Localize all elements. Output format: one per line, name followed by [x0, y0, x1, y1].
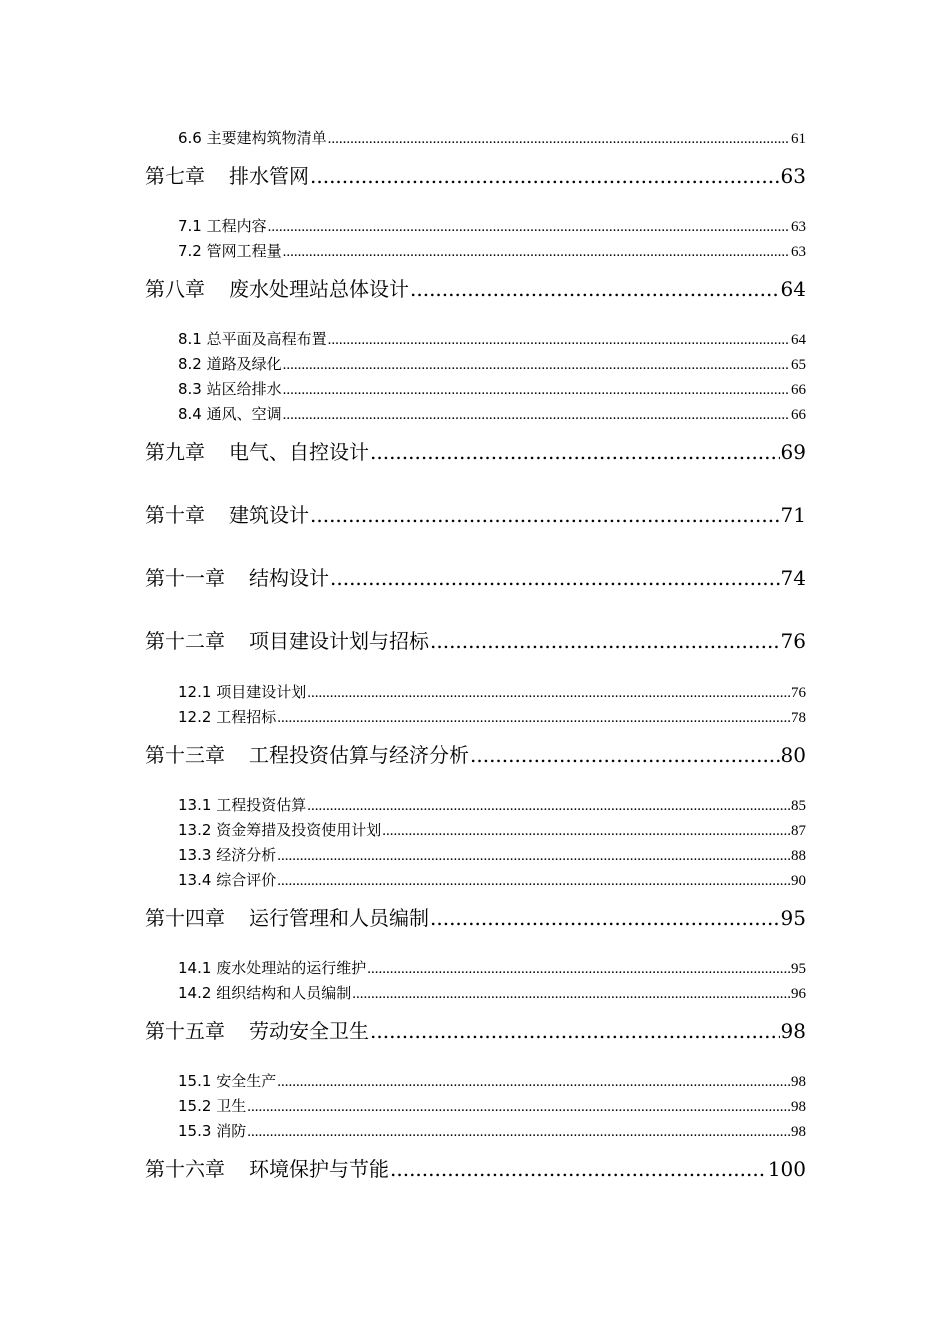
toc-chapter-15[interactable]	[145, 1016, 806, 1046]
toc-entry-label: 14.2 组织结构和人员编制	[178, 984, 352, 1002]
toc-page-number: 98	[791, 1099, 806, 1115]
toc-page-number: 87	[791, 823, 806, 839]
toc-section-7-1[interactable]	[178, 215, 806, 237]
toc-page-number: 96	[791, 986, 806, 1002]
toc-page-number: 64	[780, 277, 806, 301]
toc-section-13-3[interactable]	[178, 844, 806, 866]
toc-entry-label: 8.4 通风、空调	[178, 405, 282, 423]
dot-leader	[247, 1096, 790, 1118]
toc-entry-label: 12.1 项目建设计划	[178, 683, 307, 701]
toc-entry-label: 13.2 资金筹措及投资使用计划	[178, 821, 382, 839]
toc-page-number: 95	[791, 961, 806, 977]
dot-leader	[470, 740, 780, 770]
dot-leader	[328, 128, 790, 150]
toc-section-8-3[interactable]	[178, 378, 806, 400]
toc-section-15-3[interactable]	[178, 1120, 806, 1142]
toc-section-15-1[interactable]	[178, 1070, 806, 1092]
dot-leader	[390, 1154, 767, 1184]
toc-page-number: 65	[791, 357, 806, 373]
toc-page-number: 61	[791, 131, 806, 147]
toc-chapter-13[interactable]	[145, 740, 806, 770]
toc-section-12-1[interactable]	[178, 681, 806, 703]
toc-entry-label: 第十一章 结构设计	[145, 566, 329, 590]
toc-entry-label: 第十三章 工程投资估算与经济分析	[145, 743, 469, 767]
toc-section-8-4[interactable]	[178, 403, 806, 425]
toc-page-number: 98	[791, 1074, 806, 1090]
toc-entry-label: 第十五章 劳动安全卫生	[145, 1019, 369, 1043]
toc-page-number: 76	[791, 685, 806, 701]
dot-leader	[268, 216, 790, 238]
dot-leader	[370, 1016, 780, 1046]
toc-page-number: 74	[780, 566, 806, 590]
dot-leader	[247, 1121, 790, 1143]
dot-leader	[277, 707, 790, 729]
dot-leader	[283, 404, 790, 426]
toc-page-number: 66	[791, 382, 806, 398]
dot-leader	[310, 500, 780, 530]
toc-chapter-16[interactable]	[145, 1154, 806, 1184]
toc-section-13-2[interactable]	[178, 819, 806, 841]
toc-entry-label: 6.6 主要建构筑物清单	[178, 129, 327, 147]
toc-entry-label: 第十六章 环境保护与节能	[145, 1157, 389, 1181]
toc-section-8-2[interactable]	[178, 353, 806, 375]
toc-chapter-10[interactable]	[145, 500, 806, 530]
toc-section-6-6[interactable]	[178, 127, 806, 149]
toc-chapter-7[interactable]	[145, 161, 806, 191]
toc-section-13-4[interactable]	[178, 869, 806, 891]
dot-leader	[430, 626, 780, 656]
dot-leader	[370, 437, 780, 467]
toc-chapter-12[interactable]	[145, 626, 806, 656]
toc-page-number: 85	[791, 798, 806, 814]
toc-section-8-1[interactable]	[178, 328, 806, 350]
dot-leader	[328, 329, 790, 351]
dot-leader	[277, 870, 790, 892]
toc-page-number: 88	[791, 848, 806, 864]
dot-leader	[310, 161, 780, 191]
toc-entry-label: 第十四章 运行管理和人员编制	[145, 906, 429, 930]
toc-entry-label: 14.1 废水处理站的运行维护	[178, 959, 367, 977]
toc-page-number: 66	[791, 407, 806, 423]
toc-page-number: 63	[791, 244, 806, 260]
toc-chapter-8[interactable]	[145, 274, 806, 304]
toc-entry-label: 第十章 建筑设计	[145, 503, 309, 527]
toc-page-number: 78	[791, 710, 806, 726]
toc-entry-label: 15.2 卫生	[178, 1097, 247, 1115]
toc-entry-label: 8.1 总平面及高程布置	[178, 330, 327, 348]
toc-chapter-9[interactable]	[145, 437, 806, 467]
toc-entry-label: 第七章 排水管网	[145, 164, 309, 188]
toc-page-number: 63	[780, 164, 806, 188]
toc-section-14-1[interactable]	[178, 957, 806, 979]
toc-section-13-1[interactable]	[178, 794, 806, 816]
dot-leader	[277, 845, 790, 867]
toc-entry-label: 8.3 站区给排水	[178, 380, 282, 398]
dot-leader	[307, 795, 790, 817]
dot-leader	[352, 983, 790, 1005]
toc-section-14-2[interactable]	[178, 982, 806, 1004]
dot-leader	[277, 1071, 790, 1093]
toc-entry-label: 13.3 经济分析	[178, 846, 277, 864]
toc-page-number: 71	[780, 503, 806, 527]
toc-page-number: 64	[791, 332, 806, 348]
toc-section-15-2[interactable]	[178, 1095, 806, 1117]
toc-entry-label: 12.2 工程招标	[178, 708, 277, 726]
toc-page-number: 98	[791, 1124, 806, 1140]
toc-entry-label: 7.2 管网工程量	[178, 242, 282, 260]
dot-leader	[330, 563, 780, 593]
toc-section-12-2[interactable]	[178, 706, 806, 728]
toc-chapter-14[interactable]	[145, 903, 806, 933]
toc-page-number: 100	[767, 1157, 806, 1181]
dot-leader	[430, 903, 780, 933]
toc-page-number: 63	[791, 219, 806, 235]
toc-entry-label: 7.1 工程内容	[178, 217, 267, 235]
toc-page-number: 76	[780, 629, 806, 653]
toc-page-number: 98	[780, 1019, 806, 1043]
dot-leader	[307, 682, 790, 704]
toc-page-number: 95	[780, 906, 806, 930]
toc-page-number: 90	[791, 873, 806, 889]
toc-entry-label: 13.1 工程投资估算	[178, 796, 307, 814]
toc-page-number: 69	[780, 440, 806, 464]
toc-entry-label: 第八章 废水处理站总体设计	[145, 277, 409, 301]
toc-page-number: 80	[780, 743, 806, 767]
dot-leader	[283, 241, 790, 263]
toc-entry-label: 13.4 综合评价	[178, 871, 277, 889]
dot-leader	[382, 820, 790, 842]
toc-entry-label: 第九章 电气、自控设计	[145, 440, 369, 464]
toc-section-7-2[interactable]	[178, 240, 806, 262]
dot-leader	[283, 379, 790, 401]
toc-entry-label: 第十二章 项目建设计划与招标	[145, 629, 429, 653]
dot-leader	[410, 274, 780, 304]
toc-chapter-11[interactable]	[145, 563, 806, 593]
toc-entry-label: 15.3 消防	[178, 1122, 247, 1140]
dot-leader	[283, 354, 790, 376]
dot-leader	[367, 958, 790, 980]
toc-entry-label: 8.2 道路及绿化	[178, 355, 282, 373]
toc-entry-label: 15.1 安全生产	[178, 1072, 277, 1090]
